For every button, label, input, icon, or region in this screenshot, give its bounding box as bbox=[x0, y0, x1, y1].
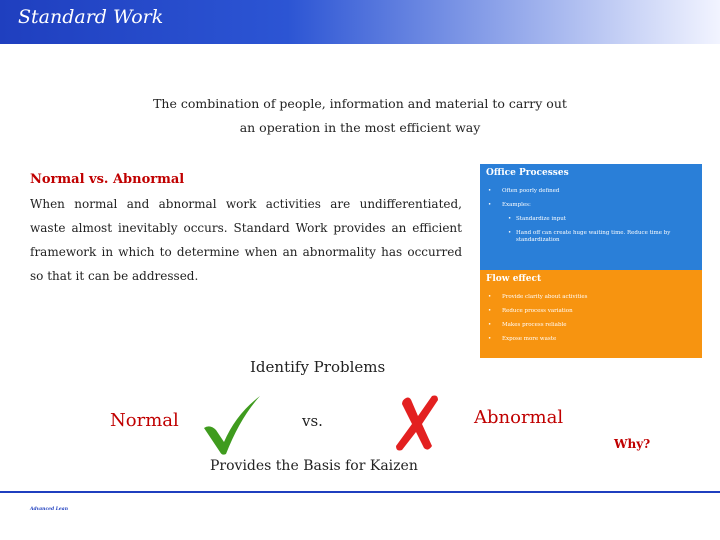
abnormal-label: Abnormal bbox=[474, 407, 564, 428]
bullet-icon: • bbox=[488, 188, 492, 194]
office-processes-list bbox=[486, 188, 694, 251]
vs-label: vs. bbox=[302, 412, 323, 430]
bullet-icon: • bbox=[488, 202, 492, 208]
normal-label: Normal bbox=[110, 410, 179, 431]
kaizen-basis-label: Provides the Basis for Kaizen bbox=[210, 458, 418, 474]
bullet-icon: • bbox=[488, 308, 492, 314]
bullet-icon: • bbox=[488, 322, 492, 328]
footer-label: Advanced Lean bbox=[30, 507, 68, 512]
footer-divider bbox=[0, 491, 720, 493]
bullet-icon: • bbox=[488, 294, 492, 300]
flow-effect-list bbox=[486, 294, 694, 350]
list-item: • Provide clarity about activities bbox=[488, 294, 588, 300]
title-bar bbox=[0, 0, 720, 44]
office-processes-box bbox=[480, 164, 702, 270]
list-item: • Often poorly defined bbox=[488, 188, 560, 194]
list-item: • Reduce process variation bbox=[488, 308, 573, 314]
flow-effect-heading: Flow effect bbox=[486, 274, 542, 284]
bullet-icon: • bbox=[508, 230, 512, 236]
why-label: Why? bbox=[614, 437, 651, 451]
list-item: • Standardize input bbox=[508, 216, 566, 222]
identify-problems-label: Identify Problems bbox=[250, 358, 386, 376]
slide-title: Standard Work bbox=[18, 6, 164, 28]
checkmark-icon bbox=[200, 392, 264, 456]
bullet-icon: • bbox=[488, 336, 492, 342]
office-processes-heading: Office Processes bbox=[486, 168, 569, 178]
definition-text: The combination of people, information and material to carry out an operation in the most efficient way bbox=[153, 96, 567, 135]
list-item: • Examples: bbox=[488, 202, 531, 208]
list-item: • Hand off can create huge waiting time. Reduce time by standardization bbox=[508, 230, 671, 243]
cross-icon bbox=[392, 394, 442, 452]
list-item: • Expose more waste bbox=[488, 336, 557, 342]
section-body: When normal and abnormal work activities are undifferentiated, waste almost inevitably occurs. Standard Work provides an efficient framework in which to determine when an abnormality has occurred so that it can be addressed. bbox=[30, 197, 462, 283]
flow-effect-box bbox=[480, 270, 702, 358]
bullet-icon: • bbox=[508, 216, 512, 222]
list-item: • Makes process reliable bbox=[488, 322, 567, 328]
section-heading: Normal vs. Abnormal bbox=[30, 172, 185, 187]
